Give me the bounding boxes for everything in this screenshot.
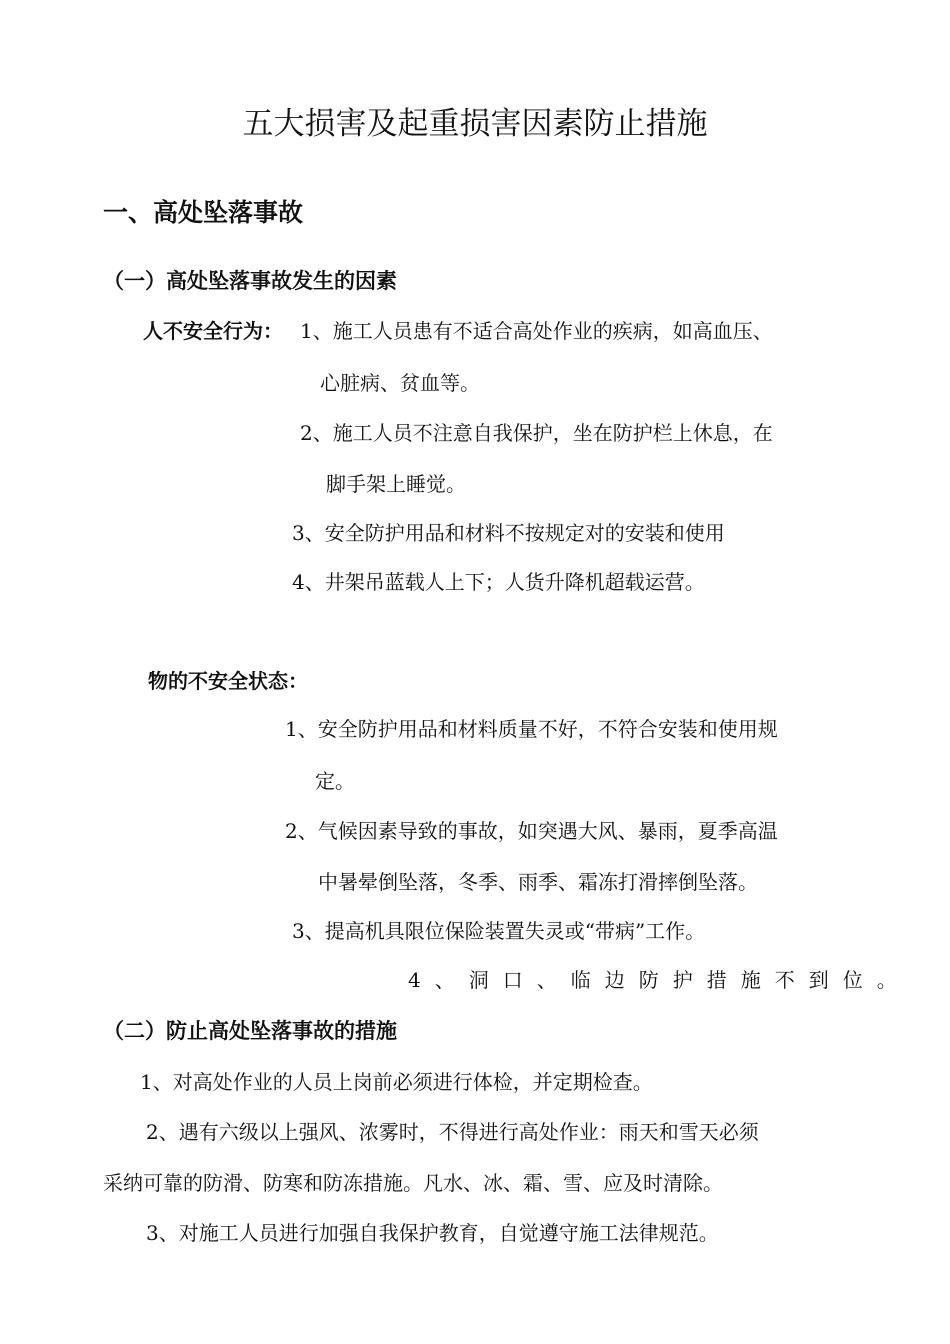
object-item-2-line-1: 2、气候因素导致的事故，如突遇大风、暴雨，夏季高温 [285, 819, 778, 843]
human-unsafe-label: 人不安全行为： [143, 319, 283, 343]
human-item-3: 3、安全防护用品和材料不按规定对的安装和使用 [292, 521, 725, 545]
human-item-2-line-1: 2、施工人员不注意自我保护，坐在防护栏上休息，在 [300, 421, 773, 445]
measure-item-2-line-1: 2、遇有六级以上强风、浓雾时，不得进行高处作业：雨天和雪天必须 [146, 1120, 759, 1144]
human-item-2-line-2: 脚手架上睡觉。 [326, 472, 466, 496]
section-heading-falls: 一、高处坠落事故 [103, 198, 304, 227]
object-item-1-line-1: 1、安全防护用品和材料质量不好，不符合安装和使用规 [285, 717, 778, 741]
object-item-1-line-2: 定。 [315, 769, 355, 793]
object-item-3: 3、提高机具限位保险装置失灵或“带病”工作。 [292, 919, 706, 943]
measure-item-2-line-2: 采纳可靠的防滑、防寒和防冻措施。凡水、冰、霜、雪、应及时清除。 [103, 1171, 723, 1195]
subsection-heading-causes: （一）高处坠落事故发生的因素 [103, 269, 397, 293]
subsection-heading-measures: （二）防止高处坠落事故的措施 [103, 1019, 397, 1043]
object-item-4: 4、洞口、临边防护措施不到位。 [408, 968, 911, 992]
human-item-1-line-1: 1、施工人员患有不适合高处作业的疾病，如高血压、 [300, 319, 773, 343]
object-unsafe-label: 物的不安全状态： [148, 669, 308, 693]
document-title: 五大损害及起重损害因素防止措施 [242, 106, 708, 142]
measure-item-3: 3、对施工人员进行加强自我保护教育，自觉遵守施工法律规范。 [146, 1221, 719, 1245]
object-item-2-line-2: 中暑晕倒坠落，冬季、雨季、霜冻打滑摔倒坠落。 [318, 870, 758, 894]
human-item-4: 4、井架吊蓝载人上下；人货升降机超载运营。 [292, 570, 705, 594]
human-item-1-line-2: 心脏病、贫血等。 [320, 371, 480, 395]
measure-item-1: 1、对高处作业的人员上岗前必须进行体检，并定期检查。 [140, 1070, 653, 1094]
